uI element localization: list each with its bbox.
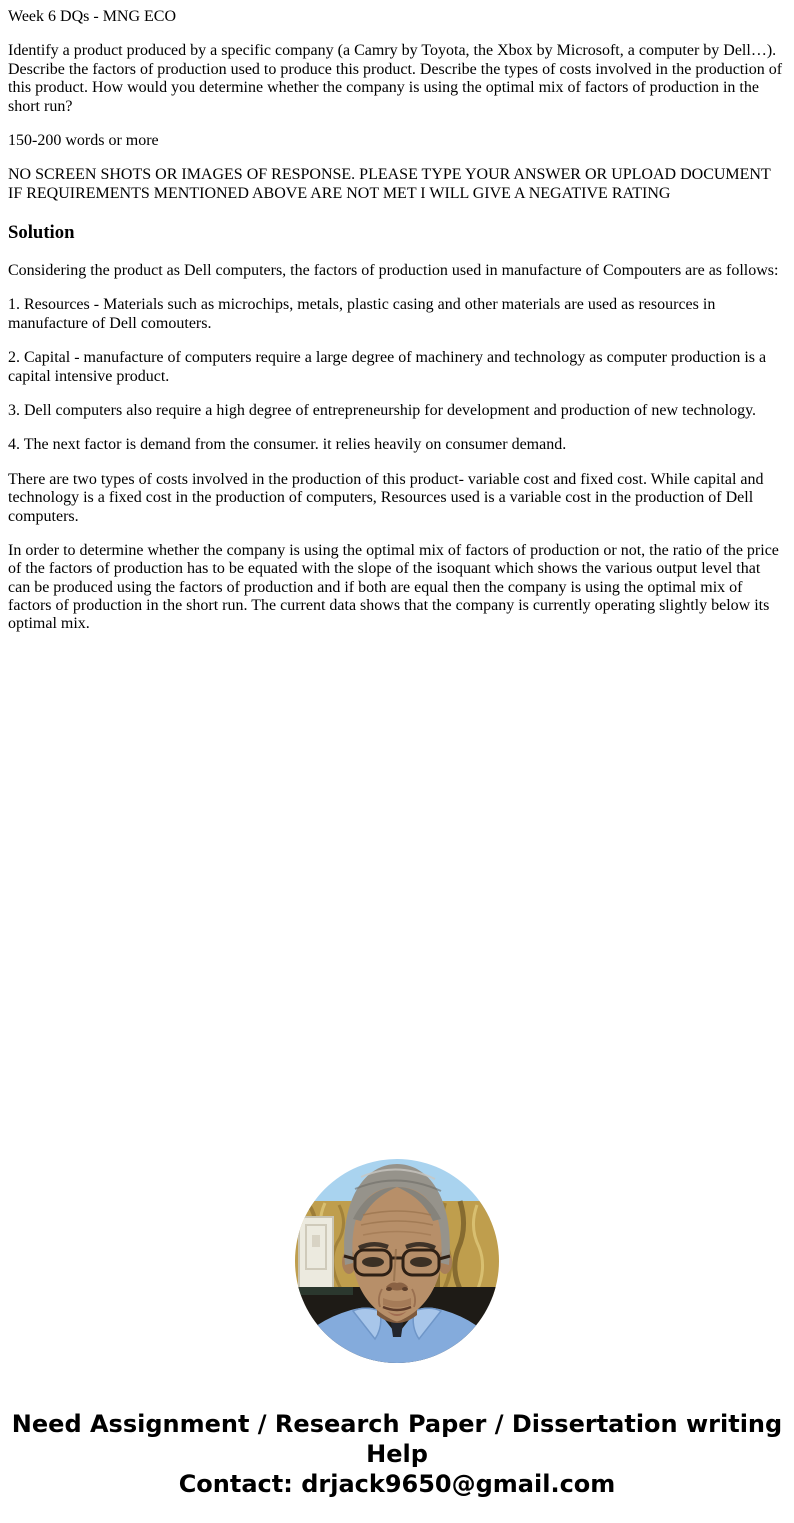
- solution-list-item-2: 2. Capital - manufacture of computers require a large degree of machinery and technology as computer production is a capital intensive product.: [8, 349, 767, 385]
- requirements-warning: NO SCREEN SHOTS OR IMAGES OF RESPONSE. PLEASE TYPE YOUR ANSWER OR UPLOAD DOCUMENT IF REQUIREMENTS MENTIONED ABOVE ARE NOT MET I WILL GIVE A NEGATIVE RATING: [8, 166, 771, 202]
- solution-heading: Solution: [8, 221, 75, 243]
- footer-help-text: Need Assignment / Research Paper / Dissertation writing Help: [11, 1409, 783, 1468]
- solution-list-item-3: 3. Dell computers also require a high degree of entrepreneurship for development and production of new technology.: [8, 401, 757, 419]
- footer-contact-text: Contact: drjack9650@gmail.com: [178, 1469, 616, 1498]
- question-paragraph: Identify a product produced by a specific company (a Camry by Toyota, the Xbox by Microsoft, a computer by Dell…). Describe the factors of production used to produce this product. Describe the types of costs involved in the production of this product. How would you determine whether the company is using the optimal mix of factors of production in the short run?: [8, 42, 783, 115]
- tutor-profile-photo-icon: [295, 1159, 499, 1363]
- solution-list-item-4: 4. The next factor is demand from the consumer. it relies heavily on consumer demand.: [8, 436, 567, 454]
- tutor-avatar: [295, 1159, 499, 1363]
- footer-banner: [8, 1409, 786, 1499]
- word-count-note: 150-200 words or more: [8, 131, 159, 149]
- solution-paragraph: Considering the product as Dell computers, the factors of production used in manufacture of Compouters are as follows:: [8, 262, 779, 279]
- page-title: Week 6 DQs - MNG ECO: [8, 8, 177, 25]
- document-page: [8, 8, 786, 1499]
- solution-costs-paragraph: There are two types of costs involved in the production of this product- variable cost and fixed cost. While capital and technology is a fixed cost in the production of computers, Resources used is a variable cost in the production of Dell computers.: [8, 470, 764, 525]
- solution-list-item-1: 1. Resources - Materials such as microchips, metals, plastic casing and other materials are used as resources in manufacture of Dell comouters.: [8, 296, 716, 332]
- solution-conclusion-paragraph: In order to determine whether the company is using the optimal mix of factors of production or not, the ratio of the price of the factors of production has to be equated with the slope of the isoquant which shows the various output level that can be produced using the factors of production and if both are equal then the company is using the optimal mix of factors of production in the short run. The current data shows that the company is currently operating slightly below its optimal mix.: [8, 541, 779, 633]
